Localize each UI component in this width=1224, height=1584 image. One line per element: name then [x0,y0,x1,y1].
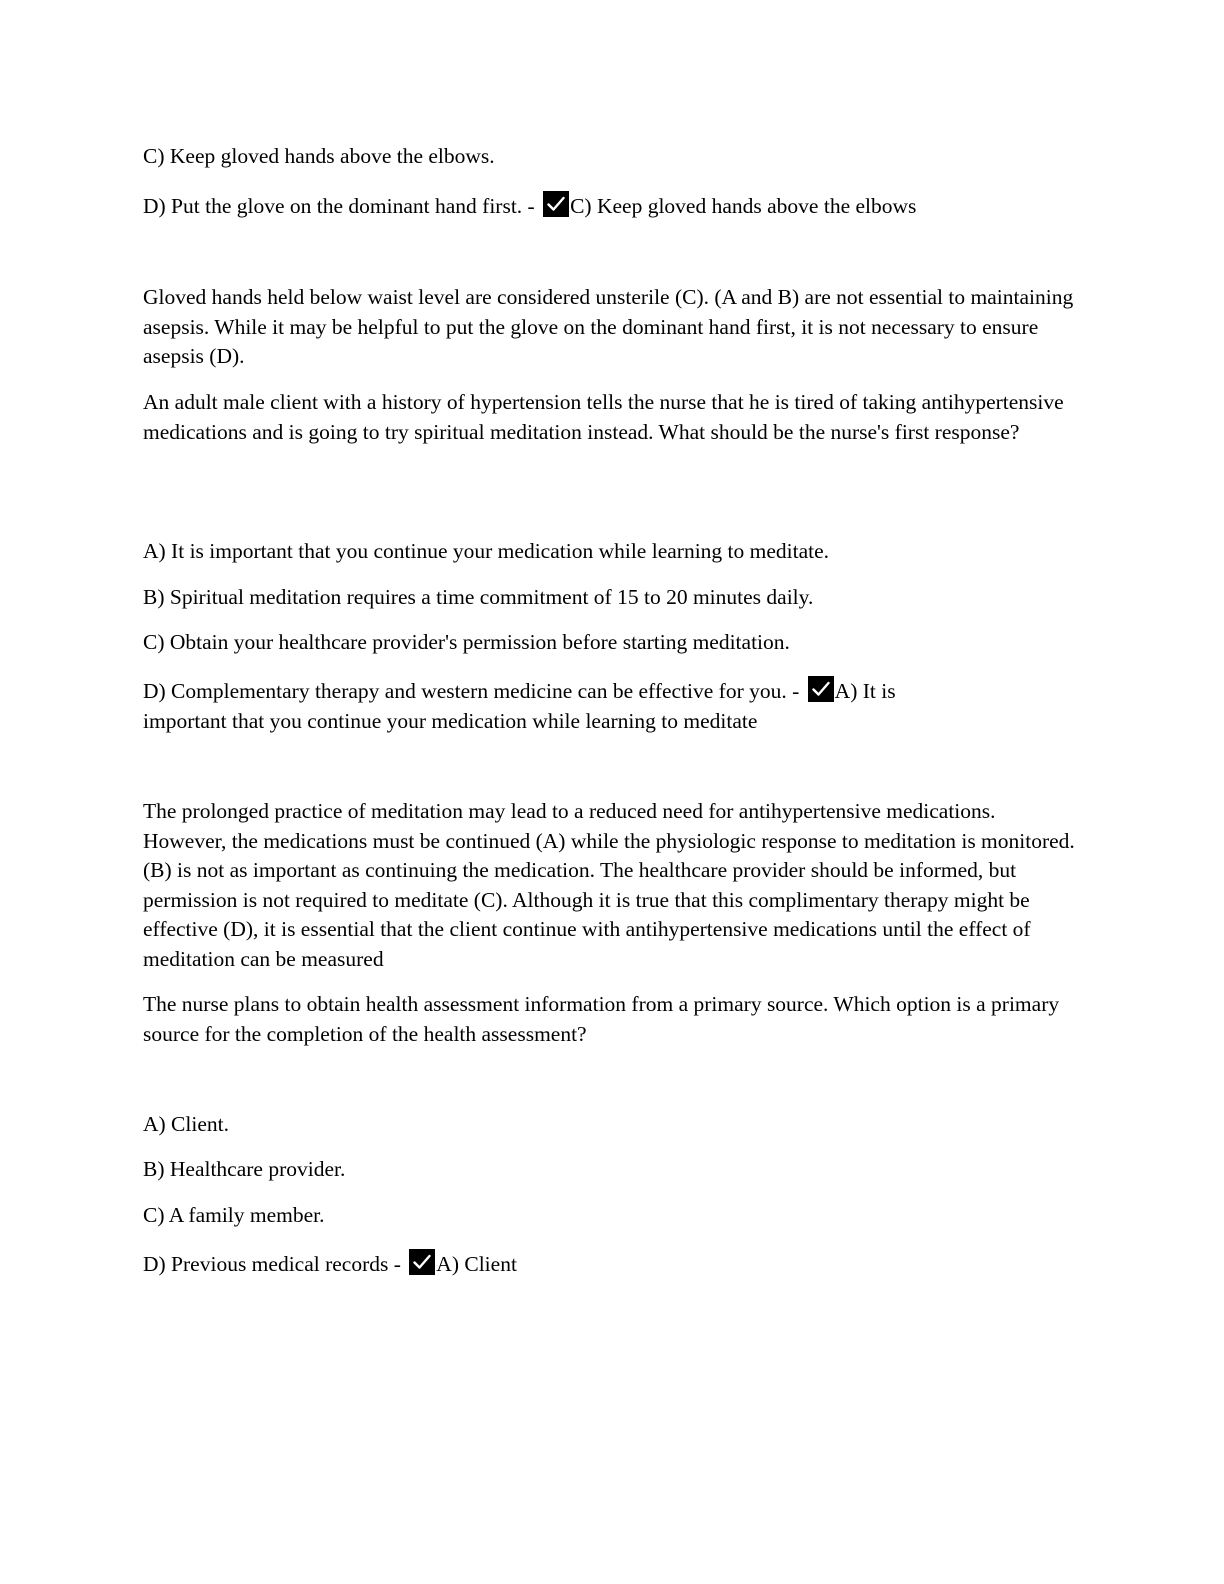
question-primary-source: The nurse plans to obtain health assessment information from a primary source. Which option is a primary source for the completion of the health assessment? [143,992,1060,1046]
correct-answer-text: A) It is [834,679,896,703]
correct-answer-text: C) Keep gloved hands above the elbows [570,194,917,218]
check-mark-icon [808,676,834,702]
rationale-gloves: Gloved hands held below waist level are considered unsterile (C). (A and B) are not essential to maintaining asepsis. While it may be helpful to put the glove on the dominant hand first, it is not necessary to ensure asepsis (D). [143,285,1074,368]
option-a-meditation: A) It is important that you continue your medication while learning to meditate. [143,539,830,563]
option-a-source: A) Client. [143,1112,229,1136]
rationale-meditation: The prolonged practice of meditation may lead to a reduced need for antihypertensive medications. However, the medications must be continued (A) while the physiologic response to meditation is monitored. (B) is not as important as continuing the medication. The healthcare provider should be informed, but permission is not required to meditate (C). Although it is true that this complimentary therapy might be effective (D), it is essential that the client continue with antihypertensive medications until the effect of meditation can be measured [143,799,1075,971]
option-d-text: D) Previous medical records - [143,1252,401,1276]
option-d-text: D) Put the glove on the dominant hand first. - [143,194,535,218]
option-b-meditation: B) Spiritual meditation requires a time commitment of 15 to 20 minutes daily. [143,585,814,609]
question-meditation: An adult male client with a history of hypertension tells the nurse that he is tired of taking antihypertensive medications and is going to try spiritual meditation instead. What should be the nurse's first response? [143,390,1064,444]
option-d-text: D) Complementary therapy and western medicine can be effective for you. - [143,679,800,703]
check-mark-icon [543,191,569,217]
document-page [143,0,1078,1584]
correct-answer-text: A) Client [436,1252,517,1276]
option-c-meditation: C) Obtain your healthcare provider's permission before starting meditation. [143,630,790,654]
correct-answer-continuation: important that you continue your medication while learning to meditate [143,709,758,733]
option-d-gloves-with-answer [143,191,916,222]
option-c-source: C) A family member. [143,1203,325,1227]
option-d-source-with-answer [143,1249,517,1280]
option-b-source: B) Healthcare provider. [143,1157,346,1181]
option-d-meditation-with-answer [143,676,896,707]
check-mark-icon [409,1249,435,1275]
option-c-gloves: C) Keep gloved hands above the elbows. [143,144,495,168]
